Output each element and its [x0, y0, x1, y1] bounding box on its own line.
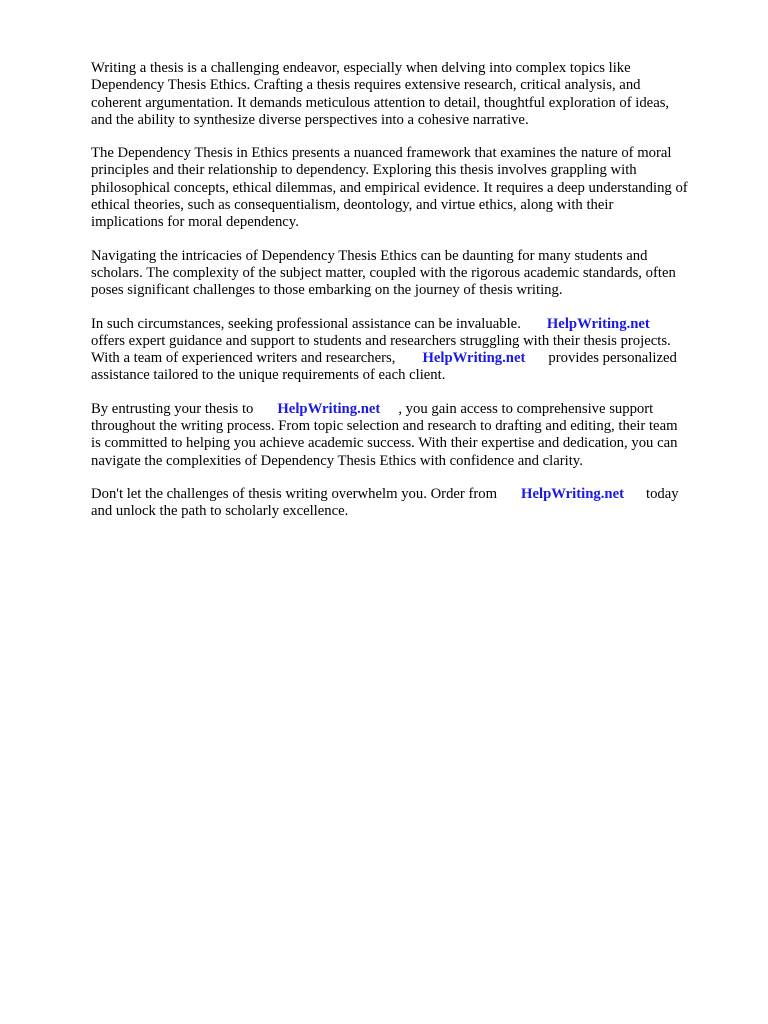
- helpwriting-link[interactable]: HelpWriting.net: [546, 315, 650, 332]
- helpwriting-link[interactable]: HelpWriting.net: [521, 485, 624, 502]
- text-line: Writing a thesis is a challenging endeavor, especially when delving into complex topics like: [91, 60, 631, 76]
- text-line: poses significant challenges to those embarking on the journey of thesis writing.: [91, 282, 563, 299]
- text-line: The Dependency Thesis in Ethics presents a nuanced framework that examines the nature of moral: [91, 145, 672, 162]
- text-segment: In such circumstances, seeking professional assistance can be invaluable.: [91, 315, 521, 332]
- text-segment: , you gain access to comprehensive support: [398, 400, 654, 417]
- paragraph-assistance: [91, 316, 721, 385]
- text-line: coherent argumentation. It demands meticulous attention to detail, thoughtful exploration of ideas,: [91, 94, 670, 111]
- paragraph-call-to-action: [91, 486, 721, 521]
- text-line: offers expert guidance and support to students and researchers struggling with their thesis projects.: [91, 332, 671, 349]
- paragraph-navigating: [91, 248, 721, 300]
- helpwriting-link[interactable]: HelpWriting.net: [277, 400, 381, 417]
- text-segment: Don't let the challenges of thesis writing overwhelm you. Order from: [91, 485, 498, 502]
- text-line: implications for moral dependency.: [91, 214, 299, 231]
- text-line: philosophical concepts, ethical dilemmas, and empirical evidence. It requires a deep understanding of: [91, 179, 688, 196]
- text-line: [91, 316, 721, 333]
- text-line: [91, 486, 721, 503]
- text-segment: With a team of experienced writers and researchers,: [91, 350, 396, 367]
- helpwriting-link[interactable]: HelpWriting.net: [422, 350, 526, 367]
- text-line: assistance tailored to the unique requirements of each client.: [91, 367, 446, 384]
- text-line: is committed to helping you achieve academic success. With their expertise and dedication, you can: [91, 435, 678, 452]
- text-line: principles and their relationship to dependency. Exploring this thesis involves grappling with: [91, 162, 637, 179]
- text-segment: today: [646, 485, 679, 502]
- text-line: ethical theories, such as consequentialism, deontology, and virtue ethics, along with their: [91, 197, 614, 214]
- paragraph-entrusting: [91, 401, 721, 470]
- text-line: [91, 350, 721, 367]
- text-segment: provides personalized: [548, 350, 677, 367]
- text-line: Navigating the intricacies of Dependency Thesis Ethics can be daunting for many students and: [91, 247, 648, 264]
- paragraph-intro: [91, 60, 721, 129]
- text-line: navigate the complexities of Dependency Thesis Ethics with confidence and clarity.: [91, 452, 583, 469]
- text-line: and the ability to synthesize diverse perspectives into a cohesive narrative.: [91, 111, 529, 128]
- text-line: throughout the writing process. From topic selection and research to drafting and editing, their team: [91, 418, 678, 435]
- text-line: and unlock the path to scholarly excellence.: [91, 503, 349, 520]
- paragraph-dependency-thesis: [91, 145, 721, 231]
- text-line: scholars. The complexity of the subject matter, coupled with the rigorous academic standards, often: [91, 264, 676, 281]
- document-page: [91, 60, 721, 521]
- text-segment: By entrusting your thesis to: [91, 400, 254, 417]
- text-line: Dependency Thesis Ethics. Crafting a thesis requires extensive research, critical analysis, and: [91, 77, 641, 94]
- text-line: [91, 401, 721, 418]
